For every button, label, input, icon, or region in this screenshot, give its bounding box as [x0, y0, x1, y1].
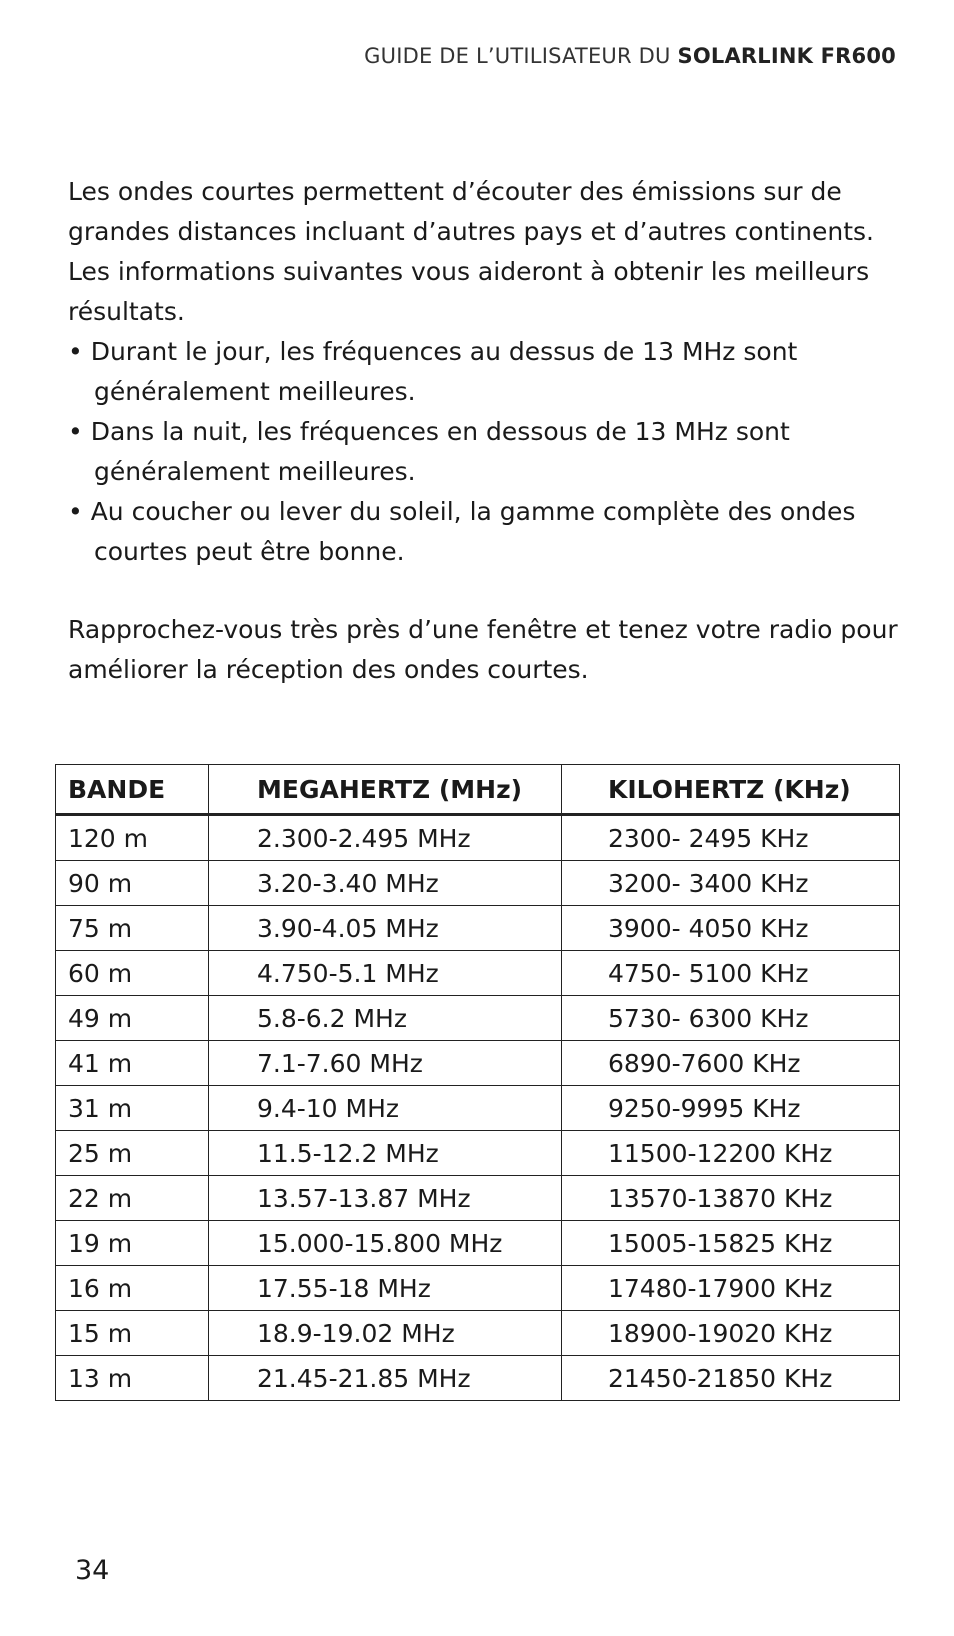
running-header	[364, 44, 896, 68]
table-row	[56, 1311, 900, 1356]
cell-khz: 15005-15825 KHz	[562, 1221, 900, 1266]
intro-paragraph: Les ondes courtes permettent d’écouter des émissions sur de grandes distances incluant d’autres pays et d’autres continents. Les informations suivantes vous aideront à obtenir les meilleurs résultats.	[68, 177, 874, 326]
page-number: 34	[75, 1555, 110, 1586]
cell-band: 120 m	[56, 815, 209, 861]
cell-mhz: 3.90-4.05 MHz	[209, 906, 562, 951]
cell-band: 13 m	[56, 1356, 209, 1401]
table-row	[56, 1266, 900, 1311]
cell-khz: 2300- 2495 KHz	[562, 815, 900, 861]
cell-khz: 18900-19020 KHz	[562, 1311, 900, 1356]
cell-khz: 5730- 6300 KHz	[562, 996, 900, 1041]
header-brand: SOLARLINK FR600	[677, 44, 896, 68]
table-row	[56, 1221, 900, 1266]
tip-night: • Dans la nuit, les fréquences en dessous de 13 MHz sont généralement meilleures.	[68, 417, 790, 486]
cell-mhz: 17.55-18 MHz	[209, 1266, 562, 1311]
cell-mhz: 5.8-6.2 MHz	[209, 996, 562, 1041]
cell-band: 16 m	[56, 1266, 209, 1311]
table-row	[56, 1041, 900, 1086]
table-row	[56, 906, 900, 951]
cell-mhz: 3.20-3.40 MHz	[209, 861, 562, 906]
cell-mhz: 18.9-19.02 MHz	[209, 1311, 562, 1356]
cell-khz: 17480-17900 KHz	[562, 1266, 900, 1311]
table-row	[56, 1131, 900, 1176]
table-row	[56, 1356, 900, 1401]
header-bande: BANDE	[56, 765, 209, 815]
cell-band: 60 m	[56, 951, 209, 996]
cell-khz: 13570-13870 KHz	[562, 1176, 900, 1221]
cell-mhz: 21.45-21.85 MHz	[209, 1356, 562, 1401]
cell-band: 75 m	[56, 906, 209, 951]
cell-mhz: 13.57-13.87 MHz	[209, 1176, 562, 1221]
shortwave-bands-table	[55, 764, 900, 1401]
cell-khz: 6890-7600 KHz	[562, 1041, 900, 1086]
cell-khz: 11500-12200 KHz	[562, 1131, 900, 1176]
cell-mhz: 4.750-5.1 MHz	[209, 951, 562, 996]
cell-band: 25 m	[56, 1131, 209, 1176]
table-row	[56, 996, 900, 1041]
cell-mhz: 7.1-7.60 MHz	[209, 1041, 562, 1086]
table-header-row	[56, 765, 900, 815]
cell-band: 19 m	[56, 1221, 209, 1266]
cell-khz: 3200- 3400 KHz	[562, 861, 900, 906]
tip-day: • Durant le jour, les fréquences au dessus de 13 MHz sont généralement meilleures.	[68, 337, 798, 406]
cell-band: 31 m	[56, 1086, 209, 1131]
tips-list	[68, 332, 908, 572]
cell-khz: 21450-21850 KHz	[562, 1356, 900, 1401]
cell-mhz: 11.5-12.2 MHz	[209, 1131, 562, 1176]
cell-mhz: 15.000-15.800 MHz	[209, 1221, 562, 1266]
header-mhz: MEGAHERTZ (MHz)	[209, 765, 562, 815]
body-text	[68, 172, 908, 690]
cell-band: 15 m	[56, 1311, 209, 1356]
cell-band: 90 m	[56, 861, 209, 906]
cell-mhz: 9.4-10 MHz	[209, 1086, 562, 1131]
cell-band: 41 m	[56, 1041, 209, 1086]
cell-band: 49 m	[56, 996, 209, 1041]
cell-mhz: 2.300-2.495 MHz	[209, 815, 562, 861]
table-row	[56, 1176, 900, 1221]
table-row	[56, 815, 900, 861]
table-row	[56, 951, 900, 996]
header-khz: KILOHERTZ (KHz)	[562, 765, 900, 815]
table-row	[56, 861, 900, 906]
cell-khz: 4750- 5100 KHz	[562, 951, 900, 996]
advice-paragraph: Rapprochez-vous très près d’une fenêtre et tenez votre radio pour améliorer la réception des ondes courtes.	[68, 615, 898, 684]
table-row	[56, 1086, 900, 1131]
header-prefix: GUIDE DE L’UTILISATEUR DU	[364, 44, 678, 68]
cell-khz: 3900- 4050 KHz	[562, 906, 900, 951]
cell-khz: 9250-9995 KHz	[562, 1086, 900, 1131]
cell-band: 22 m	[56, 1176, 209, 1221]
tip-dusk-dawn: • Au coucher ou lever du soleil, la gamme complète des ondes courtes peut être bonne.	[68, 497, 856, 566]
table-body	[56, 815, 900, 1401]
